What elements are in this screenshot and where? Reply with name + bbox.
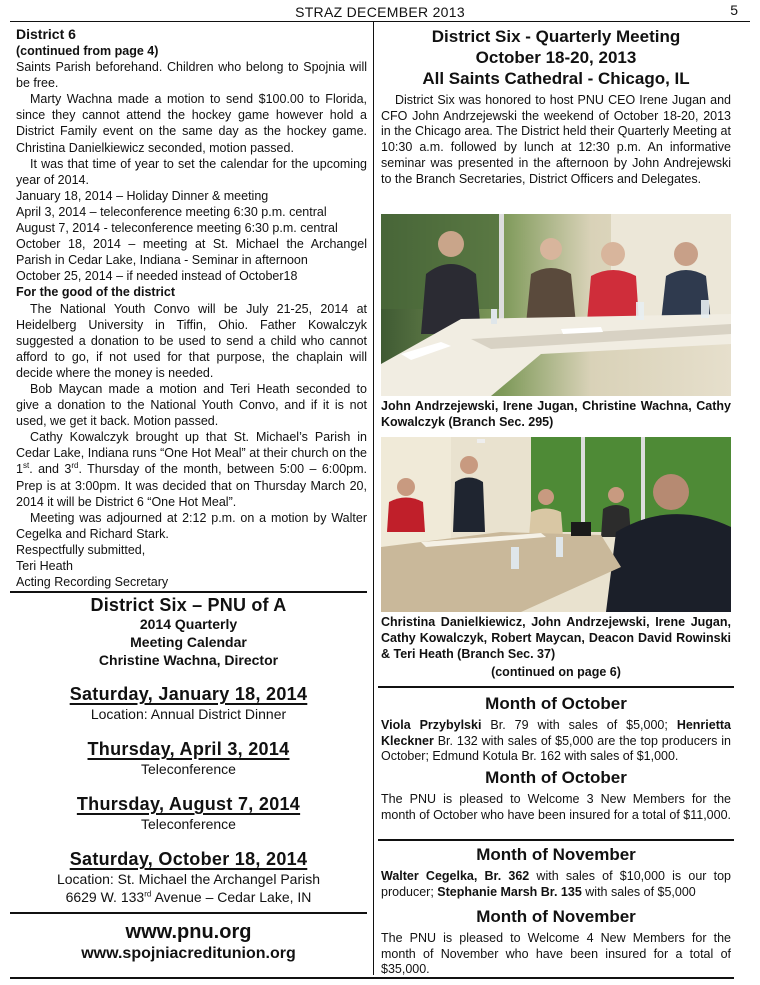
event-date: Saturday, January 18, 2014 [69, 684, 308, 704]
calendar-item: April 3, 2014 – teleconference meeting 6:30 p.m. central [16, 204, 327, 219]
event-date: Thursday, April 3, 2014 [87, 739, 290, 759]
event-description: Teleconference [141, 761, 236, 777]
paragraph-5: Bob Maycan made a motion and Teri Heath seconded to give a donation to the National Youth Convo, and if it is not used, we get it back. Motion passed. [16, 381, 367, 429]
signature-line: Respectfully submitted, [16, 542, 146, 557]
section-divider [10, 591, 367, 593]
page-number: 5 [730, 2, 738, 18]
meeting-photo-1-image [381, 214, 731, 396]
month-heading: Month of November [476, 907, 636, 926]
meeting-photo-2-image [381, 437, 731, 612]
calendar-divider [10, 912, 367, 914]
header-divider [10, 21, 750, 22]
paragraph-3: It was that time of year to set the calendar for the upcoming year of 2014. [16, 156, 367, 187]
column-divider [373, 22, 374, 975]
article-title: All Saints Cathedral - Chicago, IL [422, 69, 690, 88]
paragraph-6: Cathy Kowalczyk brought up that St. Michael’s Parish in Cedar Lake, Indiana runs “One Hot Meal” at their church on the 1st. and 3rd. Thursday of the month, between 5:00 – 6:00pm. Prep is at 3:00pm. It was decided that on Thursday March 20, 2014 it will be District 6 “One Hot Meal”. [16, 430, 368, 509]
district6-article [16, 26, 367, 590]
paragraph-7: Meeting was adjourned at 2:12 p.m. on a motion by Walter Cegelka and Richard Stark. [16, 510, 367, 541]
signature-name: Teri Heath [16, 559, 73, 573]
article-title: District Six - Quarterly Meeting [431, 27, 681, 46]
calendar-item: August 7, 2014 - teleconference meeting 6:30 p.m. central [16, 221, 338, 236]
calendar-item: January 18, 2014 – Holiday Dinner & meeting [16, 188, 269, 203]
meeting-calendar-box [10, 596, 367, 964]
website-link[interactable]: www.pnu.org [125, 921, 252, 943]
paragraph-4: The National Youth Convo will be July 21-25, 2014 at Heidelberg University in Tiffin, Ohio. Father Kowalczyk suggested a donation to be used to send a child who cannot afford to go, if not used for that purpose, the chaplain will decide where the money is needed. [16, 301, 367, 380]
continued-note: (continued from page 4) [16, 44, 159, 58]
photo-caption-1: John Andrzejewski, Irene Jugan, Christine Wachna, Cathy Kowalczyk (Branch Sec. 295) [381, 399, 731, 429]
event-description: Teleconference [141, 816, 236, 832]
month-heading: Month of October [485, 694, 627, 713]
article-heading: District 6 [16, 26, 76, 42]
event-address: 6629 W. 133rd Avenue – Cedar Lake, IN [65, 889, 312, 905]
month-sales-text: Walter Cegelka, Br. 362 with sales of $10,000 is our top producer; Stephanie Marsh Br. 135 with sales of $5,000 [381, 869, 731, 899]
meeting-photo-2 [381, 437, 731, 612]
meeting-photo-1 [381, 214, 731, 396]
section-divider [378, 686, 734, 688]
month-members-text: The PNU is pleased to Welcome 4 New Members for the month of November who have been insured for a total of $35,000. [381, 931, 731, 976]
event-description: Location: St. Michael the Archangel Parish [56, 871, 321, 887]
newsletter-title: STRAZ DECEMBER 2013 [295, 4, 465, 20]
signature-title: Acting Recording Secretary [16, 575, 169, 590]
calendar-title: District Six – PNU of A [90, 595, 287, 615]
event-description: Location: Annual District Dinner [90, 706, 287, 722]
article-intro: District Six was honored to host PNU CEO Irene Jugan and CFO John Andrzejewski the weekend of October 18-20, 2013 in the Chicago area. The District held their Quarterly Meeting at 10:30 a.m. followed by lunch at 12:30 p.m. An informative seminar was presented in the afternoon by John Andrejewski to the Branch Secretaries, District Officers and Delegates. [381, 93, 731, 186]
calendar-item: October 25, 2014 – if needed instead of October18 [16, 269, 298, 284]
calendar-item: October 18, 2014 – meeting at St. Michael the Archangel Parish in Cedar Lake, Indiana - Seminar in afternoon [16, 237, 367, 268]
calendar-director: Christine Wachna, Director [98, 652, 279, 668]
paragraph-2: Marty Wachna made a motion to send $100.00 to Florida, since they cannot attend the hockey game however hold a District Family event on the same day as the hockey game. Christina Danielkiewicz seconded, motion passed. [16, 92, 367, 155]
event-date: Thursday, August 7, 2014 [76, 794, 301, 814]
credit-union-link[interactable]: www.spojniacreditunion.org [81, 945, 296, 962]
calendar-subtitle: 2014 Quarterly [139, 616, 238, 632]
continued-note: (continued on page 6) [491, 665, 621, 679]
month-members-text: The PNU is pleased to Welcome 3 New Members for the month of October who have been insured for a total of $11,000. [381, 792, 731, 822]
paragraph-1: Saints Parish beforehand. Children who belong to Spojnia will be free. [16, 60, 367, 91]
month-heading: Month of October [485, 768, 627, 787]
article-title: October 18-20, 2013 [475, 48, 637, 67]
month-heading: Month of November [476, 845, 636, 864]
section-subhead: For the good of the district [16, 285, 176, 300]
photo-caption-2: Christina Danielkiewicz, John Andrzejewski, Irene Jugan, Cathy Kowalczyk, Robert Maycan, Deacon David Rowinski & Teri Heath (Branch Sec. 37) [381, 615, 731, 661]
quarterly-meeting-article [381, 26, 731, 187]
calendar-subtitle: Meeting Calendar [130, 634, 247, 650]
event-date: Saturday, October 18, 2014 [69, 849, 308, 869]
section-divider [378, 839, 734, 841]
month-sales-text: Viola Przybylski Br. 79 with sales of $5,000; Henrietta Kleckner Br. 132 with sales of $5,000 are the top producers in October; Edmund Kotula Br. 162 with sales of $1,000. [381, 718, 731, 763]
footer-divider [10, 977, 734, 979]
